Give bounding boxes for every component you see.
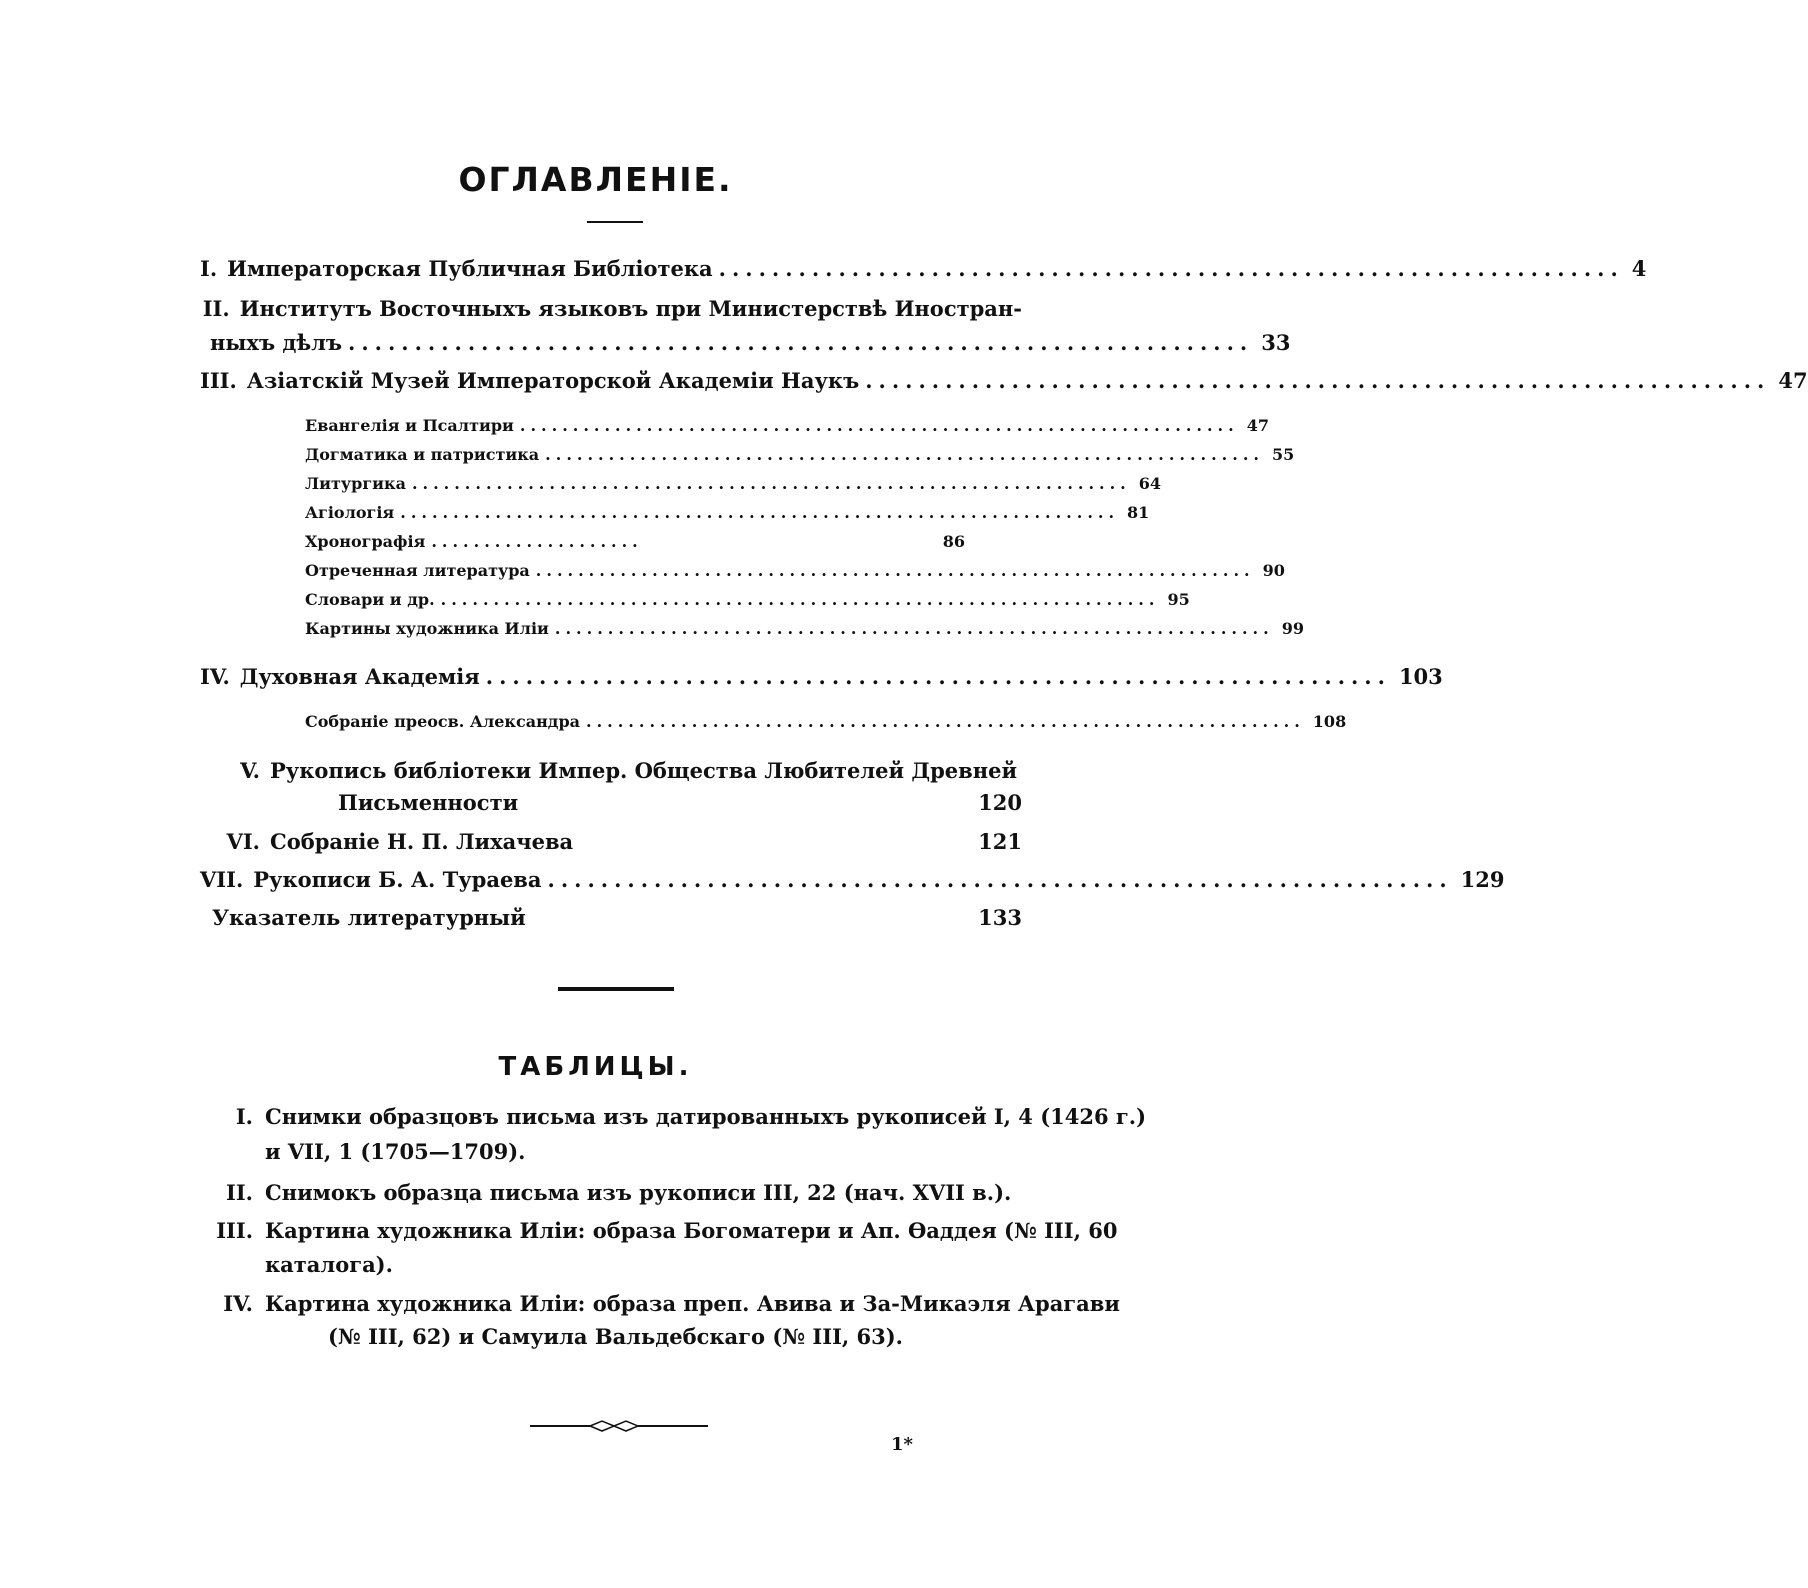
toc-subentry: Агіологія .................................................................... 81 (305, 503, 1150, 522)
toc-number: III. (200, 368, 237, 393)
toc-text: Собраніе Н. П. Лихачева (270, 829, 574, 854)
leader-dots: .................................................................... (400, 503, 1120, 522)
toc-entry-iii (200, 368, 1808, 393)
toc-subentry: Догматика и патристика .................................................................... 55 (305, 445, 1295, 464)
leader-dots: .................................................................... (545, 445, 1264, 464)
toc-subentry: Картины художника Иліи .................................................................... 99 (305, 619, 1304, 638)
table-description: Картина художника Иліи: образа преп. Авива и За-Микаэля Арагави (265, 1291, 1120, 1316)
table-number: IV. (223, 1291, 253, 1316)
toc-entry-ii-cont (200, 330, 1291, 355)
toc-text: Рукописи Б. А. Тураева (253, 867, 542, 892)
toc-entry-index (212, 905, 1022, 930)
table-number: II. (226, 1180, 253, 1205)
toc-page: 103 (1398, 664, 1443, 689)
leader-dots: .................................................................... (519, 416, 1239, 435)
table-description: Картина художника Иліи: образа Богоматери и Ап. Ѳаддея (№ III, 60 (265, 1218, 1118, 1243)
toc-text: Указатель литературный (212, 905, 526, 930)
leader-dots: .................................................................... (547, 867, 1453, 892)
toc-entry-i (200, 256, 1647, 281)
toc-page: 133 (978, 905, 1022, 930)
leader-dots: .................................................................... (554, 619, 1274, 638)
toc-entry-v (200, 758, 1022, 783)
table-description-cont: каталога). (265, 1252, 393, 1277)
table-description: Снимки образцовъ письма изъ датированныхъ рукописей I, 4 (1426 г.) (265, 1104, 1147, 1129)
table-description-cont: (№ III, 62) и Самуила Вальдебскаго (№ III, 63). (328, 1324, 903, 1349)
leader-dots: .................... (431, 532, 643, 551)
page-title: ОГЛАВЛЕНІЕ. (458, 160, 733, 199)
leader-dots: .................................................................... (586, 712, 1305, 731)
toc-entry-ii (200, 296, 1022, 321)
toc-entry-vii (200, 867, 1505, 892)
leader-dots: .................................................................... (440, 590, 1160, 609)
toc-subentry: Хронографія .................... 86 (305, 532, 965, 551)
toc-text: Рукопись библіотеки Импер. Общества Любителей Древней (270, 758, 1018, 783)
signature-mark: 1* (891, 1434, 913, 1455)
toc-page: 120 (978, 790, 1022, 815)
toc-text-continued: Письменности (338, 790, 519, 815)
toc-page: 4 (1631, 256, 1647, 281)
toc-text: Духовная Академія (239, 664, 480, 689)
table-number: III. (216, 1218, 253, 1243)
toc-subentry: Литургика .................................................................... 64 (305, 474, 1161, 493)
ornament-divider-icon (530, 1418, 710, 1434)
toc-number: VI. (226, 829, 260, 854)
toc-text: Азіатскій Музей Императорской Академіи Наукъ (246, 368, 860, 393)
toc-text: Императорская Публичная Библіотека (227, 256, 713, 281)
toc-page: 33 (1261, 330, 1291, 355)
table-description: Снимокъ образца письма изъ рукописи III, 22 (нач. XVII в.). (265, 1180, 1012, 1205)
table-number: I. (235, 1104, 253, 1129)
toc-subentry: Отреченная литература .................................................................... 90 (305, 561, 1285, 580)
toc-entry-vi (200, 829, 1022, 854)
leader-dots: .................................................................... (718, 256, 1624, 281)
toc-page: 129 (1460, 867, 1505, 892)
toc-text-continued: ныхъ дѣлъ (210, 330, 343, 355)
toc-text: Институтъ Восточныхъ языковъ при Министерствѣ Иностран- (239, 296, 1022, 321)
toc-number: I. (200, 256, 218, 281)
toc-entry-v-cont (200, 790, 1022, 815)
toc-subentry: Евангелія и Псалтири .................................................................... 47 (305, 416, 1269, 435)
leader-dots: .................................................................... (411, 474, 1131, 493)
toc-number: VII. (200, 867, 244, 892)
section-divider (558, 987, 674, 991)
leader-dots: .................................................................... (485, 664, 1391, 689)
toc-page: 121 (978, 829, 1022, 854)
leader-dots: .................................................................... (348, 330, 1254, 355)
leader-dots: .................................................................... (535, 561, 1255, 580)
toc-number: IV. (200, 664, 230, 689)
toc-entry-iv (200, 664, 1443, 689)
toc-page: 47 (1778, 368, 1808, 393)
toc-number: V. (240, 758, 260, 783)
title-underline (587, 221, 643, 223)
leader-dots: .................................................................... (865, 368, 1771, 393)
toc-number: II. (202, 296, 230, 321)
tables-heading: ТАБЛИЦЫ. (498, 1052, 693, 1082)
toc-subentry: Собраніе преосв. Александра .................................................................... 108 (305, 712, 1347, 731)
toc-subentry: Словари и др. .................................................................... 95 (305, 590, 1190, 609)
table-description-cont: и VII, 1 (1705—1709). (265, 1139, 526, 1164)
